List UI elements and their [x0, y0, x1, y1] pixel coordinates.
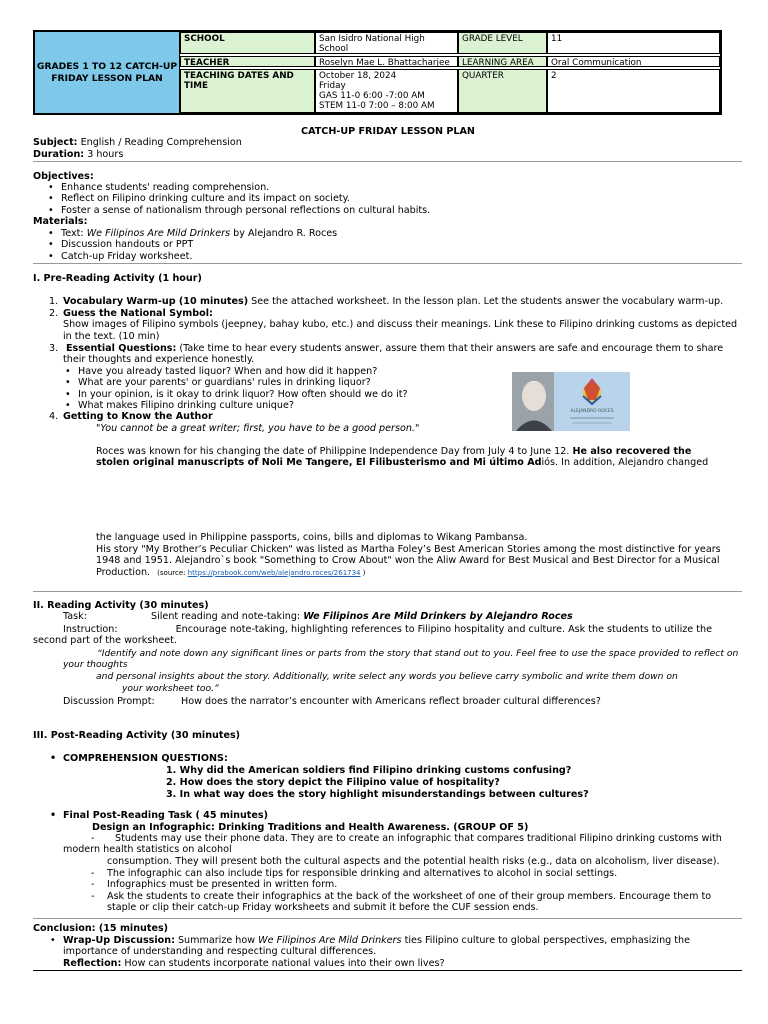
- list-item: • Text: We Filipinos Are Mild Drinkers by Alejandro R. Roces: [33, 228, 743, 239]
- area-value: Oral Communication: [547, 56, 720, 67]
- list-item: • What makes Filipino drinking culture unique?: [50, 400, 500, 411]
- comprehension-question: 3. In what way does the story highlight misunderstandings between cultures?: [166, 789, 589, 800]
- instruction-line: Instruction: Encourage note-taking, highlighting references to Filipino hospitality and culture. Ask the students to utilize the second part of the worksheet.: [33, 624, 712, 647]
- task-line: Task: Silent reading and note-taking: We Filipinos Are Mild Drinkers by Alejandro Roces: [63, 611, 573, 622]
- divider: [33, 161, 742, 162]
- divider: [33, 591, 742, 592]
- list-item: • Have you already tasted liquor? When and how did it happen?: [50, 366, 500, 377]
- quarter-value: 2: [547, 69, 720, 113]
- discussion-prompt: Discussion Prompt: How does the narrator’s encounter with Americans reflect broader cultural differences?: [63, 696, 601, 707]
- essential-questions-list: [50, 366, 500, 411]
- quarter-label: QUARTER: [458, 69, 547, 113]
- grade-value: 11: [547, 32, 720, 54]
- dash-item-3: - Infographics must be presented in written form.: [91, 879, 338, 890]
- teacher-label: TEACHER: [180, 56, 315, 67]
- pre-reading-item-4: 4. Getting to Know the Author: [49, 411, 213, 422]
- school-label: SCHOOL: [180, 32, 315, 54]
- dash-item-1-cont: consumption. They will present both the cultural aspects and the potential health risks (e.g., data on alcoholism, liver disease).: [107, 856, 720, 867]
- materials-heading: Materials:: [33, 216, 88, 227]
- teacher-value: Roselyn Mae L. Bhattacharjee: [315, 56, 458, 67]
- author-bio-3: His story "My Brother’s Peculiar Chicken" was listed as Martha Foley’s Best American Stories among the most distinctive for years 1948 and 1951. Alejandro`s book "Something to Crow About" won the Aliw Award for Best Musical and Best Director for a Musical Production. (source: https://prabook.com/web/alejandro.roces/261734 ): [96, 544, 721, 578]
- grade-label: GRADE LEVEL: [458, 32, 547, 54]
- area-label: LEARNING AREA: [458, 56, 547, 67]
- list-item: • Catch-up Friday worksheet.: [33, 251, 743, 262]
- duration-line: Duration: 3 hours: [33, 149, 124, 160]
- conclusion-list: [35, 935, 735, 958]
- materials-list: [33, 228, 743, 262]
- author-bio-2: the language used in Philippine passports, coins, bills and diplomas to Wikang Pambansa.: [96, 532, 528, 543]
- list-item: • COMPREHENSION QUESTIONS:: [35, 753, 735, 764]
- list-item: • Reflect on Filipino drinking culture and its impact on society.: [33, 193, 743, 204]
- photo-caption: ALEJANDRO ROCES: [570, 409, 614, 414]
- author-quote: "You cannot be a great writer; first, you have to be a good person.": [96, 423, 420, 434]
- objectives-list: [33, 182, 743, 216]
- dash-item-2: - The infographic can also include tips for responsible drinking and alternatives to alcohol in social settings.: [91, 868, 618, 879]
- final-task-list: [35, 810, 735, 821]
- section-heading-pre-reading: I. Pre-Reading Activity (1 hour): [33, 273, 202, 284]
- dash-item-4: - Ask the students to create their infographics at the back of the worksheet of one of their group members. Encourage them to staple or clip their catch-up Friday worksheets and submit it before the CUF session ends.: [91, 891, 712, 914]
- pre-reading-item-2: 2. Guess the National Symbol: Show images of Filipino symbols (jeepney, bahay kubo, etc.) and discuss their meanings. Link these to Filipino drinking customs as depicted in the text. (10 min): [49, 308, 738, 342]
- list-item: • Wrap-Up Discussion: Summarize how We Filipinos Are Mild Drinkers ties Filipino culture to global perspectives, emphasizing the importance of understanding and respecting cultural differences.: [35, 935, 735, 958]
- school-value: San Isidro National High School: [315, 32, 458, 54]
- reflection-line: Reflection: How can students incorporate national values into their own lives?: [63, 958, 445, 969]
- dash-item-1: - Students may use their phone data. They are to create an infographic that compares traditional Filipino drinking customs with modern health statistics on alcohol: [63, 833, 722, 856]
- pre-reading-item-3: 3. Essential Questions: (Take time to hear every students answer, assure them that their answers are safe and encourage them to share their thoughts and experience honestly.: [49, 343, 724, 366]
- dates-value: October 18, 2024 Friday GAS 11-0 6:00 -7:00 AM STEM 11-0 7:00 – 8:00 AM: [315, 69, 458, 113]
- comprehension-question: 2. How does the story depict the Filipino value of hospitality?: [166, 777, 500, 788]
- list-item: • In your opinion, is it okay to drink liquor? How often should we do it?: [50, 389, 500, 400]
- list-item: • Enhance students' reading comprehension.: [33, 182, 743, 193]
- instruction-quote-3: your worksheet too.”: [122, 683, 219, 694]
- list-item: • Foster a sense of nationalism through personal reflections on cultural habits.: [33, 205, 743, 216]
- author-bio-1: Roces was known for his changing the date of Philippine Independence Day from July 4 to June 12. He also recovered the stolen original manuscripts of Noli Me Tangere, El Filibusterismo and Mi último Adiós. In addition, Alejandro changed: [96, 446, 709, 469]
- instruction-quote: “Identify and note down any significant lines or parts from the story that stand out to you. Feel free to use the space provided to reflect on your thoughts: [63, 648, 739, 670]
- instruction-quote-2: and personal insights about the story. Additionally, write select any words you believe carry symbolic and write them down on: [96, 671, 678, 682]
- header-title: GRADES 1 TO 12 CATCH-UP FRIDAY LESSON PLAN: [35, 32, 180, 113]
- list-item: • What are your parents' or guardians' rules in drinking liquor?: [50, 377, 500, 388]
- list-item: • Final Post-Reading Task ( 45 minutes): [35, 810, 735, 821]
- comprehension-question: 1. Why did the American soldiers find Filipino drinking customs confusing?: [166, 765, 572, 776]
- section-heading-reading: II. Reading Activity (30 minutes): [33, 600, 209, 611]
- conclusion-heading: Conclusion: (15 minutes): [33, 923, 169, 934]
- divider: [33, 263, 742, 264]
- source-link[interactable]: https://prabook.com/web/alejandro.roces/261734: [187, 568, 361, 577]
- page-title: CATCH-UP FRIDAY LESSON PLAN: [301, 126, 475, 137]
- bottom-divider: [33, 970, 742, 971]
- subject-line: Subject: English / Reading Comprehension: [33, 137, 242, 148]
- divider: [33, 918, 742, 919]
- design-infographic-title: Design an Infographic: Drinking Traditions and Health Awareness. (GROUP OF 5): [92, 822, 529, 833]
- dates-label: TEACHING DATES AND TIME: [180, 69, 315, 113]
- section-heading-post-reading: III. Post-Reading Activity (30 minutes): [33, 730, 241, 741]
- objectives-heading: Objectives:: [33, 171, 94, 182]
- list-item: • Discussion handouts or PPT: [33, 239, 743, 250]
- pre-reading-item-1: 1. Vocabulary Warm-up (10 minutes) See the attached worksheet. In the lesson plan. Let the students answer the vocabulary warm-up.: [49, 296, 724, 307]
- comprehension-list: [35, 753, 735, 764]
- header-table: [33, 30, 722, 115]
